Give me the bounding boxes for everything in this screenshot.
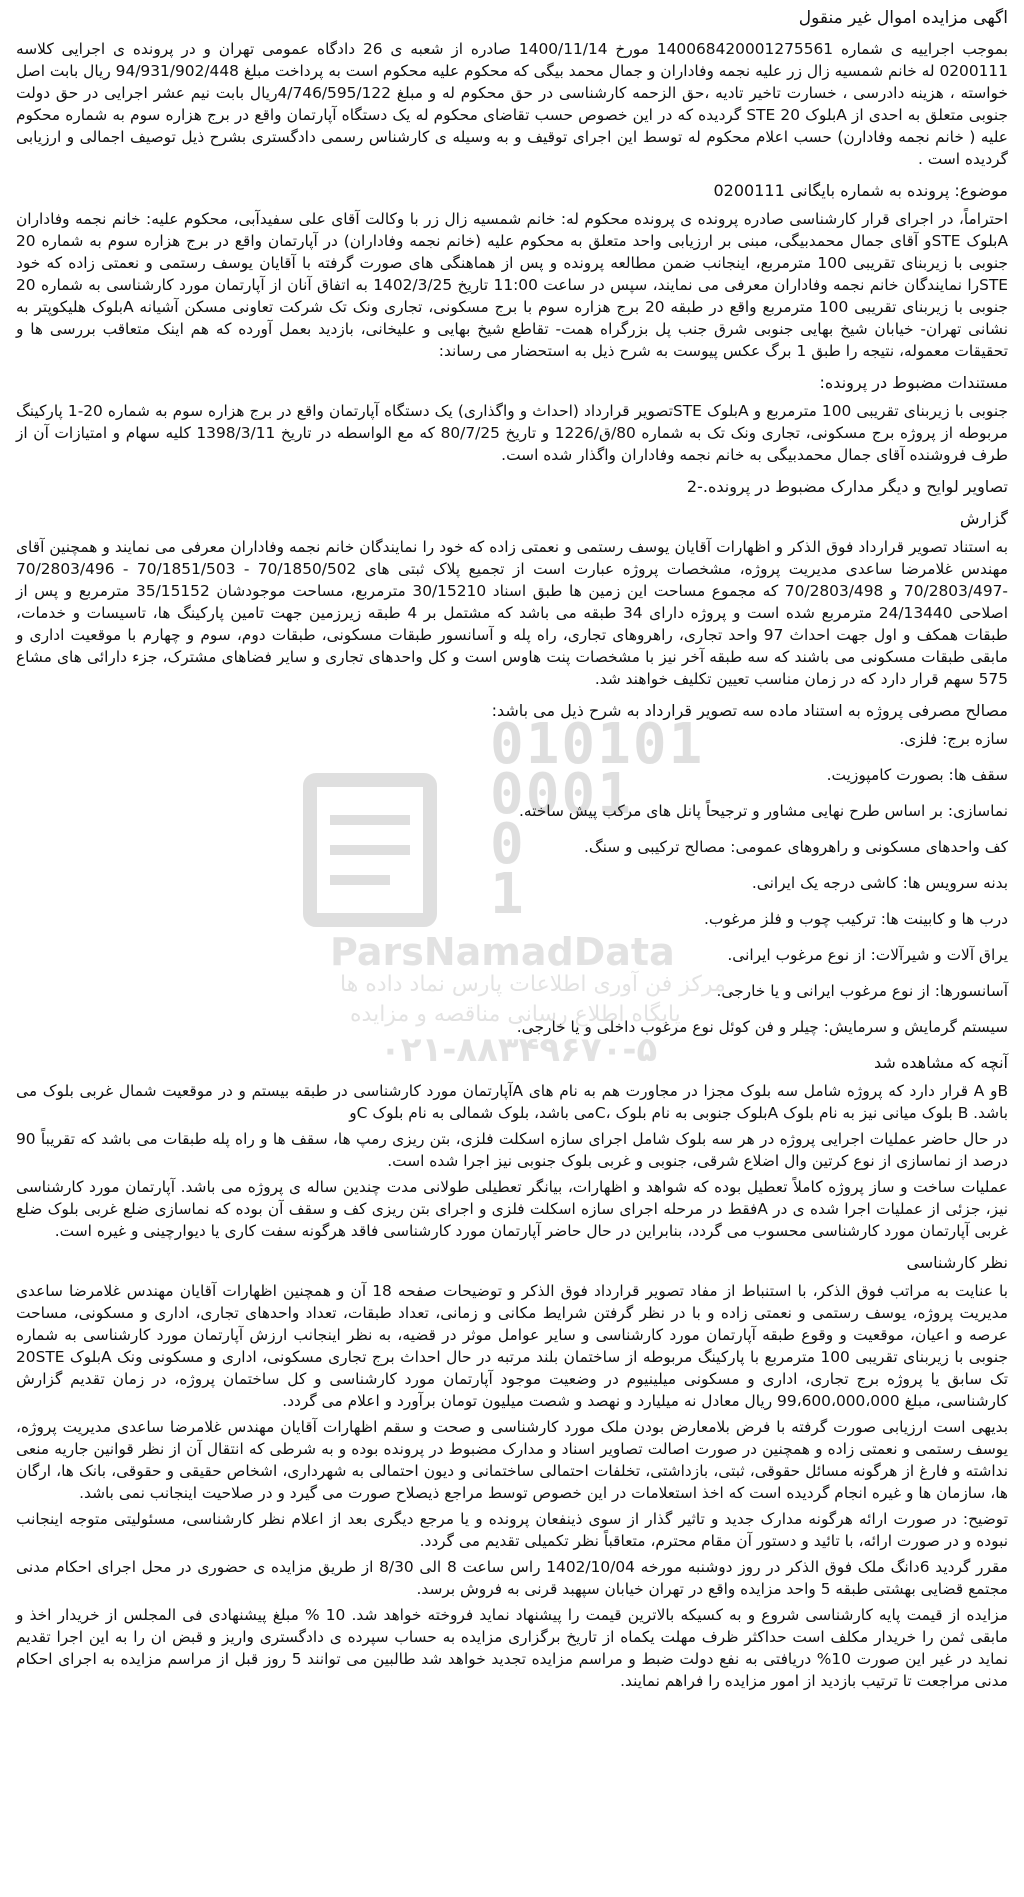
watermark-digit-line: 0001 [490,762,633,827]
intro-paragraph: بموجب اجراییه ی شماره 140068420001275561 مورخ 1400/11/14 صادره از شعبه ی 26 دادگاه عمومی تهران و در پرونده ی اجرایی کلاسه 0200111 له خانم شمسیه زال زر علیه نجمه وفاداران و جمال محمد بیگی که محکوم علیه محکوم است به پرداخت مبلغ 94/931/902/448 ریال بابت اصل خواسته ، هزینه دادرسی ، خسارت تاخیر تادیه ،حق الزحمه کارشناسی در حق محکوم له و مبلغ 4/746/595/122ریال بابت نیم عشر اجرایی در حق دولت جنوبی متعلق به احدی از Aبلوک STE 20 گردیده که در این خصوص حسب تقاضای محکوم له یک دستگاه آپارتمان واقع در برج هزاره سوم به شماره محکوم علیه ( خانم نجمه وفادارن) حسب اعلام محکوم له توسط این اجرای توقیف و به وسیله ی کارشناس رسمی دادگستری بشرح ذیل توصیف اجمالی و ارزیابی گردیده است . [16,40,1009,168]
watermark-digit-line: 010101 [490,712,705,777]
watermark-line-2: پایگاه اطلاع رسانی مناقصه و مزایده [350,1002,681,1027]
watermark-line-1: مرکز فن آوری اطلاعات پارس نماد داده ها [340,972,726,997]
paragraph-2: جنوبی با زیربنای تقریبی 100 مترمربع و Aبلوک STEتصویر قرارداد (احداث و واگذاری) یک دستگاه آپارتمان واقع در برج هزاره سوم به شماره 20-1 پارکینگ مربوطه از پروژه برج مسکونی، تجاری ونک تک به شماره 80/ق/1226 و تاریخ 80/7/25 که مع الواسطه در تاریخ 1398/3/11 کلیه سهام و امتیازات آن از طرف فروشنده آقای جمال محمدبیگی به خانم نجمه وفاداران واگذار شده است. [16,402,1009,464]
material-item: سقف ها: بصورت کامپوزیت. [826,766,1008,784]
paragraph-5: در حال حاضر عملیات اجرایی پروژه در هر سه بلوک شامل اجرای سازه اسکلت فلزی، بتن ریزی رمپ ها، سقف ها و راه پله طبقات می باشد که تقریباً 90 درصد از نماسازی از نوع کرتین وال اضلاع شرقی، جنوبی و غربی بلوک جنوبی نیز اجرا شده است. [16,1130,1008,1170]
material-item: سازه برج: فلزی. [899,730,1008,748]
material-item: سیستم گرمایش و سرمایش: چیلر و فن کوئل نوع مرغوب داخلی و یا خارجی. [516,1018,1008,1036]
watermark-brand: ParsNamadData [330,930,675,974]
material-item: درب ها و کابینت ها: ترکیب چوب و فلز مرغوب. [703,910,1008,928]
material-item: آسانسورها: از نوع مرغوب ایرانی و یا خارجی. [716,982,1008,1000]
materials-intro: مصالح مصرفی پروژه به استناد ماده سه تصویر قرارداد به شرح ذیل می باشد: [491,701,1008,720]
observed-heading: آنچه که مشاهده شد [874,1053,1008,1072]
paragraph-7: با عنایت به مراتب فوق الذکر، با استنباط از مفاد تصویر قرارداد فوق الذکر و توضیحات صفحه 18 آن و همچنین اظهارات آقایان مهندس غلامرضا ساعدی مدیریت پروژه، یوسف رستمی و نعمتی زاده و با در نظر گرفتن شرایط مکانی و زمانی، تعداد طبقات، تعداد واحدهای تجاری، اداری و مسکونی، مساحت عرصه و اعیان، موقعیت و وقوع طبقه آپارتمان مورد کارشناسی و سایر عوامل موثر در قضیه، به نظر اینجانب ارزش آپارتمان مورد کارشناسی به شماره جنوبی با زیربنای تقریبی 100 مترمربع با پارکینگ مربوطه از ساختمان بلند مرتبه در حال احداث برج تجاری مسکونی، اداری و مسکونی ونک Aبلوک 20STE تک سابق یا پروژه برج تجاری، اداری و مسکونی میلینیوم در وضعیت موجود آپارتمان مورد کارشناسی و کل ساختمان پروژه، در زمان تقدیم گزارش کارشناسی، مبلغ 99،600،000،000 ریال معادل نه میلیارد و نهصد و شصت میلیون تومان برآورد و اعلام می گردد. [16,1282,1009,1410]
watermark-digit-line: 0 [490,812,526,877]
images-heading: تصاویر لوایح و دیگر مدارک مضبوط در پرونده.-2 [686,477,1008,496]
report-heading: گزارش [959,509,1008,528]
paragraph-1: احتراماً، در اجرای قرار کارشناسی صادره پرونده ی پرونده محکوم له: خانم شمسیه زال زر با وکالت آقای علی سفیدآبی، محکوم علیه: خانم نجمه وفاداران Aبلوک STEو آقای جمال محمدبیگی، مبنی بر ارزیابی واحد متعلق به محکوم علیه (خانم نجمه وفاداران) در آپارتمان واقع در برج هزاره سوم به شماره 20 جنوبی با زیربنای تقریبی 100 مترمربع، اینجانب ضمن مطالعه پرونده و پس از هماهنگی های صورت گرفته با آقایان یوسف رستمی و نعمتی زاده که خود STEرا نمایندگان خانم نجمه وفاداران معرفی می نمایند، سپس در ساعت 11:00 تاریخ 1402/3/25 به اتفاق آنان از آپارتمان مورد کارشناسی به شماره 20 جنوبی با زیربنای تقریبی 100 مترمربع واقع در طبقه 20 برج هزاره سوم با برج مسکونی، تجاری ونک تک شرکت تعاونی مسکن آشیانه Aبلوک هلیکوپتر به نشانی تهران- خیابان شیخ بهایی جنوبی شرق جنب پل بزرگراه همت- تقاطع شیخ بهایی و علیخانی، بازدید بعمل آورده که هم اینک متعاقب بررسی ها و تحقیقات معموله، نتیجه را طبق 1 برگ عکس پیوست به شرح ذیل به استحضار می رساند: [16,210,1009,360]
paragraph-9: توضیح: در صورت ارائه هرگونه مدارک جدید و تاثیر گذار از سوی ذینفعان پرونده و یا مرجع دیگری بعد از اعلام نظر کارشناسی، مسئولیتی متوجه اینجانب نبوده و در صورت ارائه، با تائید و دستور آن مقام محترم، متعاقباً نظر تکمیلی تقدیم می گردد. [16,1510,1008,1550]
expert-opinion-heading: نظر کارشناسی [906,1253,1008,1272]
subject-line: موضوع: پرونده به شماره بایگانی 0200111 [713,181,1008,200]
paragraph-3: به استناد تصویر قرارداد فوق الذکر و اظهارات آقایان یوسف رستمی و نعمتی زاده که خود را نمایندگان خانم نجمه وفاداران معرفی می نمایند و همچنین آقای مهندس غلامرضا ساعدی مدیریت پروژه، مشخصات پروژه عبارت است از تجمیع پلاک ثبتی های 70/1850/502 - 70/1851/503 - 70/2803/496 -70/2803/497 و 70/2803/498 که مجموع مساحت این زمین ها طبق اسناد 30/15210 مترمربع، مساحت موجودشان 35/15152 مترمربع و پس از اصلاحی 24/13440 مترمربع شده است و پروژه دارای 34 طبقه می باشد که مشتمل بر 4 طبقه زیرزمین جهت تامین پارکینگ ها، تاسیسات و خدمات، طبقات همکف و اول جهت احداث 97 واحد تجاری، راهروهای تجاری، راه پله و آسانسور طبقات مسکونی، طبقات دوم، سوم و چهارم با موقعیت اداری و مابقی طبقات مسکونی می باشند که سه طبقه آخر نیز با مشخصات پنت هاوس است و کل واحدهای تجاری و سایر فضاهای مشترک، جزء دارائی های مشاع 575 سهم قرار دارد که در زمان مناسب تعیین تکلیف خواهند شد. [16,538,1009,688]
document-title: اگهی مزایده اموال غیر منقول [798,8,1008,28]
watermark-phone: ۰۲۱-۸۸۳۴۹۶۷۰-۵ [380,1030,658,1070]
paragraph-10: مقرر گردید 6دانگ ملک فوق الذکر در روز دوشنبه مورخه 1402/10/04 راس ساعت 8 الی 8/30 از طریق مزایده ی حضوری در محل اجرای احکام مدنی مجتمع قضایی بهشتی طبقه 5 واحد مزایده واقع در تهران خیابان سپهبد قرنی به فروش برسد. [16,1558,1009,1598]
materials-list [16,728,1008,1038]
material-item: یراق آلات و شیرآلات: از نوع مرغوب ایرانی. [727,946,1008,964]
documents-heading: مستندات مضبوط در پرونده: [819,373,1008,392]
material-item: نماسازی: بر اساس طرح نهایی مشاور و ترجیحاً پانل های مرکب پیش ساخته. [519,802,1008,820]
material-item: کف واحدهای مسکونی و راهروهای عمومی: مصالح ترکیبی و سنگ. [583,838,1008,856]
paragraph-8: بدیهی است ارزیابی صورت گرفته با فرض بلامعارض بودن ملک مورد کارشناسی و صحت و سقم اظهارات آقایان مهندس غلامرضا ساعدی مدیریت پروژه، یوسف رستمی و نعمتی زاده و همچنین در صورت اصالت تصاویر اسناد و مدارک مضبوط در پرونده بوده و به شرطی که انتقال آن از نظر قوانین جاریه منعی نداشته و فارغ از هرگونه مسائل حقوقی، ثبتی، بازداشتی، تخلفات احتمالی ساختمانی و دیون احتمالی به شهرداری، اشخاص حقیقی و حقوقی، بانک ها، ارگان ها، سازمان ها و غیره انجام گردیده است که اخذ استعلامات در این خصوص توسط مراجع ذیصلاح صورت می گیرد و در صلاحیت اینجانب نمی باشد. [16,1418,1008,1502]
material-item: بدنه سرویس ها: کاشی درجه یک ایرانی. [751,874,1008,892]
paragraph-6: عملیات ساخت و ساز پروژه کاملاً تعطیل بوده که شواهد و اظهارات، بیانگر تعطیلی طولانی مدت چندین ساله ی پروژه می باشد. آپارتمان مورد کارشناسی نیز، جزئی از عملیات اجرا شده ی در Aفقط در مرحله اجرای سازه اسکلت فلزی و اجرای بتن ریزی کف و سقف آن بوده که نماسازی ضلع غربی بلوک ضلع غربی آپارتمان مورد کارشناسی محسوب می گردد، بنابراین در حال حاضر آپارتمان مورد کارشناسی فاقد هرگونه سفت کاری یا دیوارچینی و غیره است. [16,1178,1008,1240]
paragraph-11: مزایده از قیمت پایه کارشناسی شروع و به کسیکه بالاترین قیمت را پیشنهاد نماید فروخته خواهد شد. 10 % مبلغ پیشنهادی فی المجلس از خریدار اخذ و مابقی ثمن را خریدار مکلف است حداکثر ظرف مهلت یکماه از تاریخ برگزاری مزایده به حساب سپرده ی دادگستری واریز و قبض ان را به این اجرا تقدیم نماید در غیر این صورت 10% دریافتی به نفع دولت ضبط و مراسم مزایده تجدید خواهد شد طالبین می توانند 5 روز قبل از مراسم مزایده به اجرای احکام مدنی مراجعت تا ترتیب بازدید از امور مزایده را فراهم نمایند. [16,1606,1008,1690]
paragraph-4: Bو A قرار دارد که پروژه شامل سه بلوک مجزا در مجاورت هم به نام های Aآپارتمان مورد کارشناسی در طبقه بیستم و در موقعیت شمال غربی بلوک می باشد. B بلوک میانی نیز به نام بلوک Aبلوک جنوبی به نام بلوک ،Cمی باشد، بلوک شمالی به نام بلوک Cو [16,1082,1008,1122]
watermark-digit-line: 1 [490,862,526,927]
